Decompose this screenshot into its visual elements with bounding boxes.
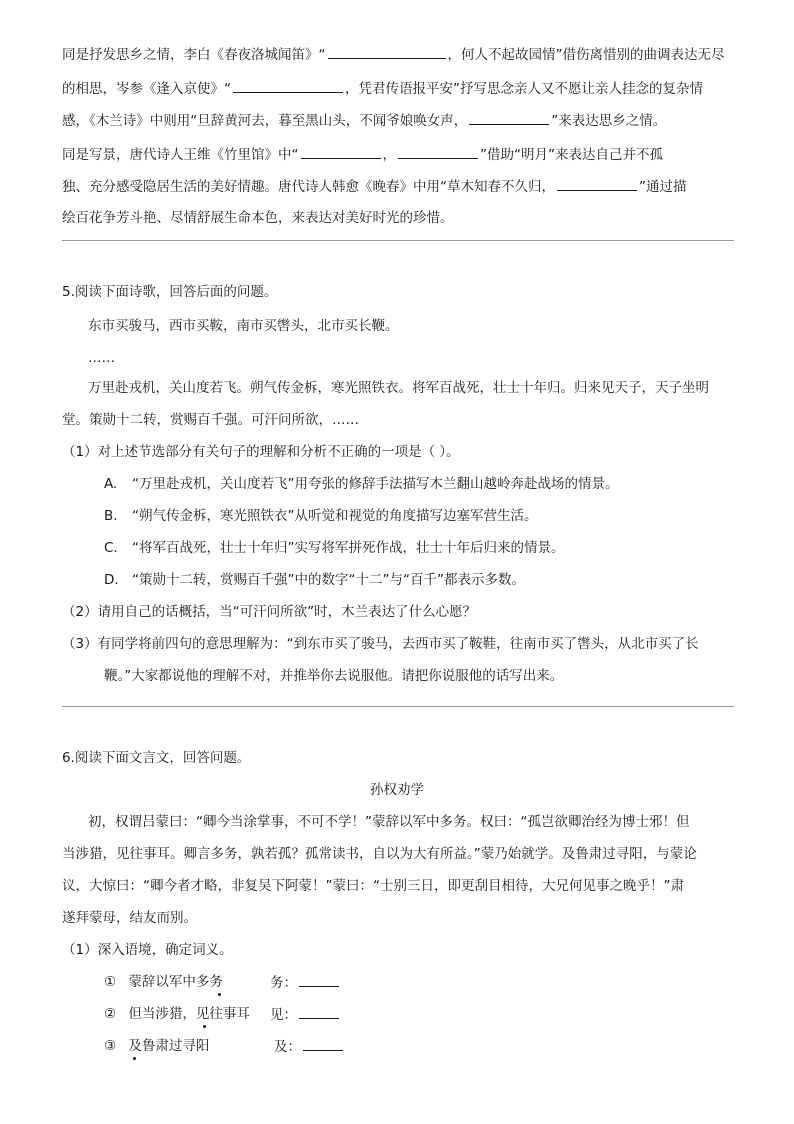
poem-ellipsis: …… [88,350,115,366]
emphasis-dot [218,993,221,996]
vocab-item-1-answer [270,972,341,993]
option-text: “万里赴戎机，关山度若飞”用夸张的修辞手法描写木兰翻山越岭奔赴战场的情景。 [132,476,619,492]
question-6-heading: 6.阅读下面文言文，回答问题。 [62,750,251,766]
option-label: A. [104,476,118,492]
question-5-heading: 5.阅读下面诗歌，回答后面的问题。 [62,284,278,300]
item-word: 务： [270,975,297,991]
vocab-item-2-answer [270,1004,341,1025]
intro-text: 同是抒发思乡之情，李白《春夜洛城闻笛》“ [62,47,326,63]
option-label: D. [104,572,119,588]
intro-text: ，何人不起故园情”借伤离惜别的曲调表达无尽 [447,47,725,63]
passage-line-4: 遂拜蒙母，结友而别。 [62,910,197,926]
option-b[interactable] [104,506,538,526]
intro-text: ”来表达思乡之情。 [551,113,667,129]
intro-line-6: 绘百花争芳斗艳、尽情舒展生命本色，来表达对美好时光的珍惜。 [62,210,454,226]
intro-line-4 [62,144,663,165]
vocab-item-1 [104,972,223,992]
intro-line-5 [62,176,687,197]
intro-text: 独、充分感受隐居生活的美好情趣。唐代诗人韩愈《晚春》中用“草木知春不久归， [62,179,555,195]
item-sentence: 蒙辞以军中多务 [128,974,223,990]
emphasis-dot [203,1025,206,1028]
option-text: “将军百战死，壮士十年归”实写将军拼死作战，壮士十年后归来的情景。 [132,540,565,556]
poem-line-1: 东市买骏马，西市买鞍，南市买辔头，北市买长鞭。 [88,318,399,334]
item-sentence: 及鲁肃过寻阳 [128,1038,210,1054]
option-label: B. [104,508,118,524]
option-text: “朔气传金柝，寒光照铁衣”从听觉和视觉的角度描写边塞军营生活。 [132,508,538,524]
item-number: ② [104,1006,117,1022]
answer-blank[interactable] [469,110,549,125]
item-number: ③ [104,1038,117,1054]
emphasis-dot [133,1057,136,1060]
section-divider [62,240,734,241]
q5-sub-question-1: （1）对上述节选部分有关句子的理解和分析不正确的一项是（ ）。 [62,444,460,460]
intro-text: ”借助“明月”来表达自己并不孤 [480,147,663,163]
intro-text: ， [382,147,396,163]
option-c[interactable] [104,538,565,558]
answer-blank[interactable] [301,144,381,159]
item-word: 及： [274,1039,301,1055]
intro-text: ，凭君传语报平安”抒写思念亲人又不愿让亲人挂念的复杂情 [345,81,703,97]
passage-line-1: 初，权谓吕蒙曰：“卿今当涂掌事，不可不学！”蒙辞以军中多务。权曰：“孤岂欲卿治经为博士邪！但 [88,814,690,830]
passage-line-2: 当涉猎，见往事耳。卿言多务，孰若孤？孤常读书，自以为大有所益。”蒙乃始就学。及鲁肃过寻阳，与蒙论 [62,846,697,862]
q5-sub-question-3: （3）有同学将前四句的意思理解为：“到东市买了骏马，去西市买了鞍鞋，往南市买了辔头，从北市买了长 [62,636,699,652]
vocab-item-2 [104,1004,250,1024]
intro-text: 感，《木兰诗》中则用“旦辞黄河去，暮至黑山头，不闻爷娘唤女声， [62,113,468,129]
option-d[interactable] [104,570,525,590]
intro-line-1 [62,44,725,65]
section-divider [62,706,734,707]
intro-text: ”通过描 [639,179,687,195]
answer-blank[interactable] [557,176,637,191]
vocab-item-3-answer [274,1036,345,1057]
vocab-item-3 [104,1036,209,1056]
q5-sub-question-2: （2）请用自己的话概括，当“可汗问所欲”时，木兰表达了什么心愿？ [62,604,477,620]
intro-line-3 [62,110,666,131]
option-label: C. [104,540,118,556]
answer-blank[interactable] [328,44,446,59]
item-number: ① [104,974,117,990]
intro-text: 的相思，岑参《逢入京使》“ [62,81,231,97]
passage-line-3: 议，大惊曰：“卿今者才略，非复吴下阿蒙！”蒙曰：“士别三日，即更刮目相待，大兄何见事之晚乎！”肃 [62,878,684,894]
answer-blank[interactable] [299,972,339,987]
answer-blank[interactable] [303,1036,343,1051]
intro-line-2 [62,78,703,99]
answer-blank[interactable] [299,1004,339,1019]
passage-title: 孙权劝学 [370,782,424,798]
item-sentence: 但当涉猎，见往事耳 [128,1006,250,1022]
item-word: 见： [270,1007,297,1023]
option-text: “策勋十二转，赏赐百千强”中的数字“十二”与“百千”都表示多数。 [132,572,525,588]
intro-text: 同是写景，唐代诗人王维《竹里馆》中“ [62,147,299,163]
q6-sub-question-1: （1）深入语境，确定词义。 [62,942,233,958]
poem-line-2: 万里赴戎机，关山度若飞。朔气传金柝，寒光照铁衣。将军百战死，壮士十年归。归来见天子，天子坐明 [88,380,709,396]
answer-blank[interactable] [233,78,343,93]
q5-sub-question-3-cont: 鞭。”大家都说他的理解不对，并推举你去说服他。请把你说服他的话写出来。 [104,668,564,684]
answer-blank[interactable] [398,144,478,159]
poem-line-3: 堂。策勋十二转，赏赐百千强。可汗问所欲，…… [62,412,359,428]
option-a[interactable] [104,474,619,494]
